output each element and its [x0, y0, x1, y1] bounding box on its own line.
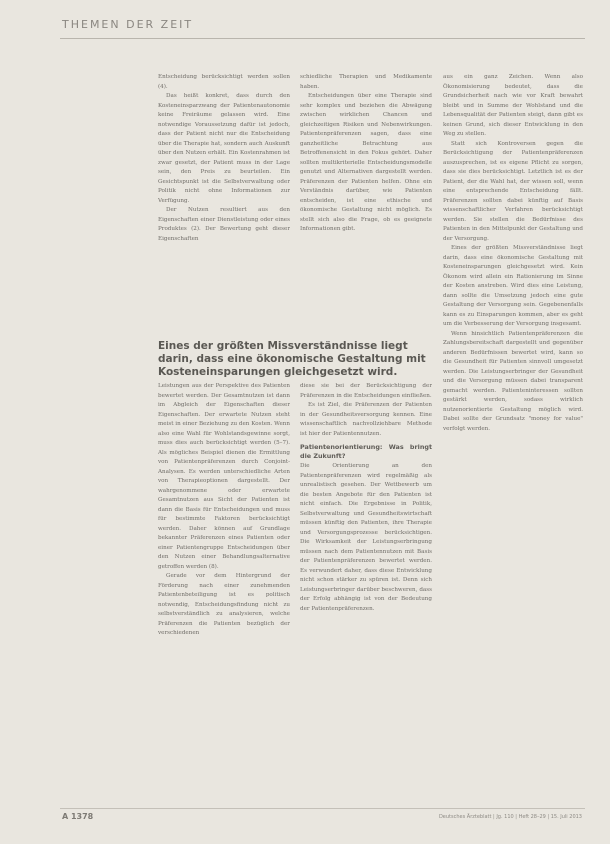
pull-quote: Eines der größten Missverständnisse liegt darin, dass eine ökonomische Gestaltung mit Kosteneinsparungen gleichgesetzt wird.	[158, 340, 426, 378]
text-column-4	[158, 382, 290, 794]
paragraph: Wenn hinsichtlich Patientenpräferenzen die Zahlungsbereitschaft dargestellt und gegenüber anderen Bedürfnissen bewertet wird, kann so die Gesundheit für Patienten sinnvoll umgesetzt werden. Die Leistungserbringer der Gesundheit und die Versorgung müssen dabei transparent gemacht werden. Patienteninteressen sollten gestärkt werden, sodass wirklich nutzenorientierte Gestaltung möglich wird. Dabei sollte der Grundsatz "money for value" verfolgt werden.	[443, 330, 583, 432]
paragraph: Es ist Ziel, die Präferenzen der Patienten in der Gesundheitsversorgung kennen. Eine wissenschaftlich nachvollziehbare Methode ist hier der Patientennutzen.	[300, 402, 432, 437]
paragraph: Entscheidung berücksichtigt werden sollen (4).	[158, 74, 290, 90]
paragraph: Eines der größten Missverständnisse liegt darin, dass eine ökonomische Gestaltung mit Kosteneinsparungen gleichgesetzt wird. Kein Ökonom wird allein ein Rationierung im Sinne der Kosten anstreben. Wird dies eine Leistung, dann sollte die Umsetzung jedoch eine gute Gestaltung der Versorgung sein. Gegebenenfalls kann es zu Einsparungen kommen, aber es geht um die Verbesserung der Versorgung insgesamt.	[443, 245, 583, 327]
paragraph: aus ein ganz Zeichen. Wenn also Ökonomisierung bedeutet, dass die Grundsicherheit nach wie vor Kraft bewahrt bleibt und in Summe der Wohlstand und die Lebensqualität der Patienten steigt, dann gibt es keinen Grund, sich dieser Entwicklung in den Weg zu stellen.	[443, 74, 583, 137]
paragraph: Die Orientierung an den Patientenpräferenzen wird regelmäßig als unrealistisch gesehen. Der Wettbewerb um die besten Angebote für den Patienten ist nicht einfach. Die Ergebnisse in Politik, Selbstverwaltung und Gesundheitswirtschaft müssen künftig den Patienten, ihre Therapie und Versorgungsprozesse berücksichtigen. Die Wirksamkeit der Leistungserbringung müssen nach dem Patientennutzen mit Basis der Patientenpräferenzen bewertet werden. Es verwundert daher, dass diese Entwicklung nicht schon stärker zu spüren ist. Denn sich Leistungserbringer darüber beschweren, dass der Erfolg abhängig ist von der Bedeutung der Patientenpräferenzen.	[300, 463, 432, 612]
paragraph: Gerade vor dem Hintergrund der Förderung nach einer zunehmenden Patientenbeteiligung ist es politisch notwendig, Entscheidungsfindung nicht zu selbstverständlich zu analysieren, welche Präferenzen die Patienten bezüglich der verschiedenen	[158, 573, 290, 636]
journal-citation: Deutsches Ärzteblatt | Jg. 110 | Heft 28–29 | 15. Juli 2013	[438, 814, 582, 820]
footer-rule	[60, 808, 585, 809]
paragraph: Der Nutzen resultiert aus den Eigenschaften einer Dienstleistung oder eines Produktes (2). Der Bewertung geht dieser Eigenschaften	[158, 207, 290, 242]
text-column-2	[300, 73, 432, 335]
subheading: Patientenorientierung: Was bringt die Zukunft?	[300, 443, 432, 460]
paragraph: Das heißt konkret, dass durch den Kosteneinsparzwang der Patientenautonomie keine Freiräume gelassen wird. Eine notwendige Voraussetzung dafür ist jedoch, dass der Patient nicht nur die Entscheidung über die Therapie hat, sondern auch Auskunft über den Nutzen erhält. Ein Kostenrahmen ist zwar gesetzt, der Patient muss in der Lage sein, den Preis zu beurteilen. Ein Gesichtspunkt ist die Selbstverwaltung oder Politik nicht ohne Informationen zur Verfügung.	[158, 93, 290, 204]
paragraph: Statt sich Kontroversen gegen die Berücksichtigung der Patientenpräferenzen auszusprechen, ist es eigene Pflicht zu sorgen, dass sie dies berücksichtigt. Letztlich ist es der Patient, der die Wahl hat, der wissen soll, wenn eine entsprechende Entscheidung fällt. Präferenzen sollten dabei künftig auf Basis wissenschaftlicher Verfahren berücksichtigt werden. Sie stellen die Bedürfnisse des Patienten in den Mittelpunkt der Gestaltung und der Versorgung.	[443, 140, 583, 242]
paragraph: schiedliche Therapien und Medikamente haben.	[300, 74, 432, 90]
page-number: A 1378	[62, 812, 94, 821]
text-column-3	[443, 73, 583, 795]
paragraph: diese sie bei der Berücksichtigung der Präferenzen in die Entscheidungen einfließen.	[300, 383, 432, 399]
text-column-5	[300, 382, 432, 794]
paragraph: Entscheidungen über eine Therapie sind sehr komplex und beziehen die Abwägung zwischen wirklichen Chancen und gleichzeitigen Risiken und Nebenwirkungen. Patientenpräferenzen sagen, dass eine ganzheitliche Betrachtung aus Betroffenensicht in den Fokus gehört. Daher sollten multikriterielle Entscheidungsmodelle genutzt und Alternativen dargestellt werden. Präferenzen der Patienten helfen. Ohne ein Verständnis darüber, wie Patienten entscheiden, ist eine ethische und ökonomische Gestaltung nicht möglich. Es stellt sich also die Frage, ob es geeignete Informationen gibt.	[300, 93, 432, 232]
paragraph: Leistungen aus der Perspektive des Patienten bewertet werden. Der Gesamtnutzen ist dann im Abgleich der Eigenschaften dieser Eigenschaften. Der erwartete Nutzen steht meist in einer Beziehung zu den Kosten. Wenn also eine Wahl für Wohlstandsgewinne sorgt, muss dies auch berücksichtigt werden (5–7). Als mögliches Beispiel dienen die Ermittlung von Patientenpräferenzen durch Conjoint-Analysen. Es werden unterschiedliche Arten von Therapieoptionen dargestellt. Der wahrgenommene oder erwartete Gesamtnutzen aus Sicht der Patienten ist dann die Basis für Entscheidungen und muss für bestimmte Faktoren berücksichtigt werden. Daher können auf Grundlage bekannter Präferenzen eines Patienten oder einer Patientengruppe Entscheidungen über den Nutzen einer Behandlungsalternative getroffen werden (8).	[158, 383, 290, 570]
section-header: THEMEN DER ZEIT	[62, 18, 194, 31]
text-column-1	[158, 73, 290, 335]
